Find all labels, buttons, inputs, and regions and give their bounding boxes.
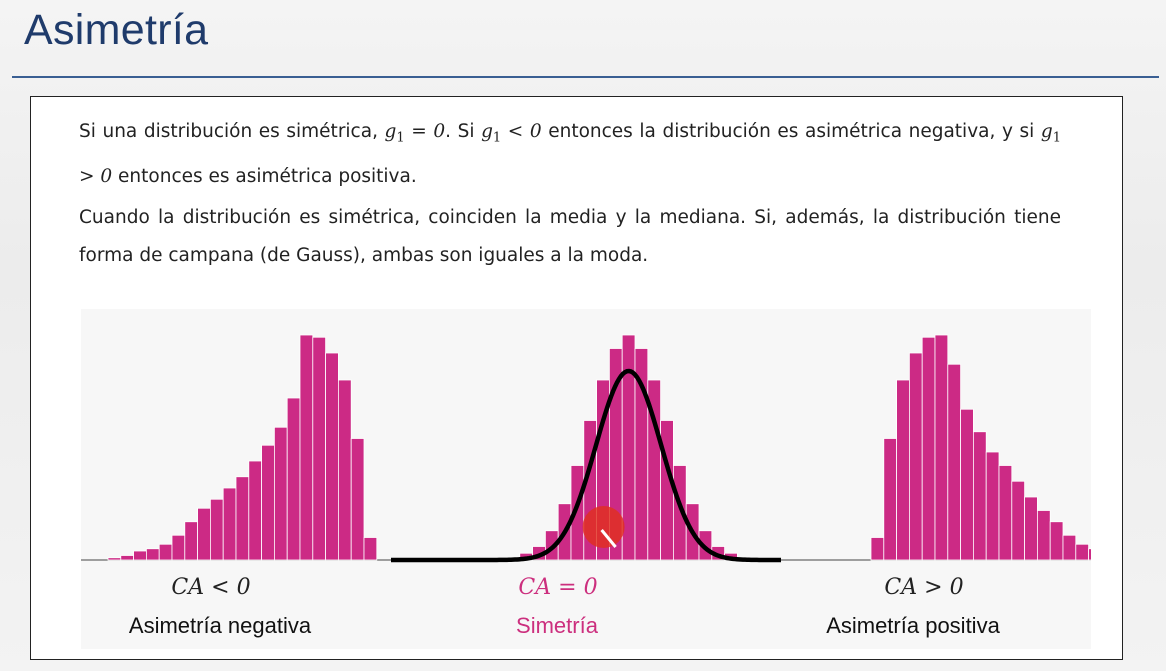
bar-1-17 [313,337,326,560]
paragraph-definition [79,113,1061,196]
bar-3-16 [1063,535,1076,560]
bar-1-14 [274,427,287,560]
bar-3-9 [973,432,986,560]
bar-1-2 [121,556,134,561]
bar-1-7 [185,522,198,560]
bar-1-9 [210,499,223,560]
bar-1-15 [287,398,300,560]
bar-3-10 [986,452,999,560]
bar-1-8 [198,508,211,560]
bar-3-4 [909,353,922,560]
caption-asimetria-positiva: Asimetría positiva [826,613,1000,638]
bar-3-14 [1037,511,1050,561]
bar-1-4 [146,549,159,560]
label-ca-positive: CA > 0 [884,575,964,600]
bar-3-7 [948,364,961,560]
bar-3-3 [897,380,910,560]
label-ca-zero: CA = 0 [518,575,598,600]
formula-g1-gt-0: $g_1 > 0$ [79,121,1061,187]
bar-3-17 [1076,544,1089,560]
content-panel [30,96,1123,660]
label-ca-negative: CA < 0 [171,575,251,600]
title-divider [12,76,1159,78]
caption-simetria: Simetría [516,613,598,638]
p1-text-c: entonces la distribución es asimétrica negativa, y si [541,121,1041,142]
bar-1-3 [134,551,147,560]
bar-3-12 [1012,481,1025,560]
slide-title: Asimetría [24,6,209,54]
bar-3-18 [1089,549,1091,560]
p1-text-a: Si una distribución es simétrica, [79,121,385,142]
bar-1-19 [338,380,351,560]
bar-1-10 [223,488,236,560]
bar-3-8 [961,409,974,560]
bar-1-6 [172,535,185,560]
bar-3-15 [1050,522,1063,560]
bar-1-18 [326,353,339,560]
p1-text-b: . Si [445,121,482,142]
p1-text-d: entonces es asimétrica positiva. [112,165,417,187]
paragraph-gauss: Cuando la distribución es simétrica, coinciden la media y la mediana. Si, además, la distribución tiene forma de campana (de Gauss), ambas son iguales a la moda. [79,207,1061,266]
caption-asimetria-negativa: Asimetría negativa [128,613,312,638]
bar-1-11 [236,477,249,560]
histogram-figure [81,309,1091,649]
bar-3-2 [884,439,897,561]
histogram-3 [871,335,1091,560]
histogram-1 [108,335,377,560]
bar-1-20 [351,439,364,561]
bar-2-13 [661,421,674,561]
cursor-highlight-icon [583,506,625,548]
histogram-2 [507,335,750,560]
bar-1-13 [262,445,275,560]
bar-3-11 [999,466,1012,561]
bar-1-16 [300,335,313,560]
bar-1-21 [364,538,377,561]
formula-g1-eq-0: $g_1 = 0$ [384,121,446,146]
bar-1-12 [249,461,262,560]
bar-3-6 [935,335,948,560]
bar-1-5 [159,544,172,560]
bar-3-1 [871,538,884,561]
bar-1-1 [108,558,121,560]
formula-g1-lt-0: $g_1 < 0$ [481,121,542,146]
bar-3-5 [922,337,935,560]
bar-3-13 [1025,497,1038,560]
